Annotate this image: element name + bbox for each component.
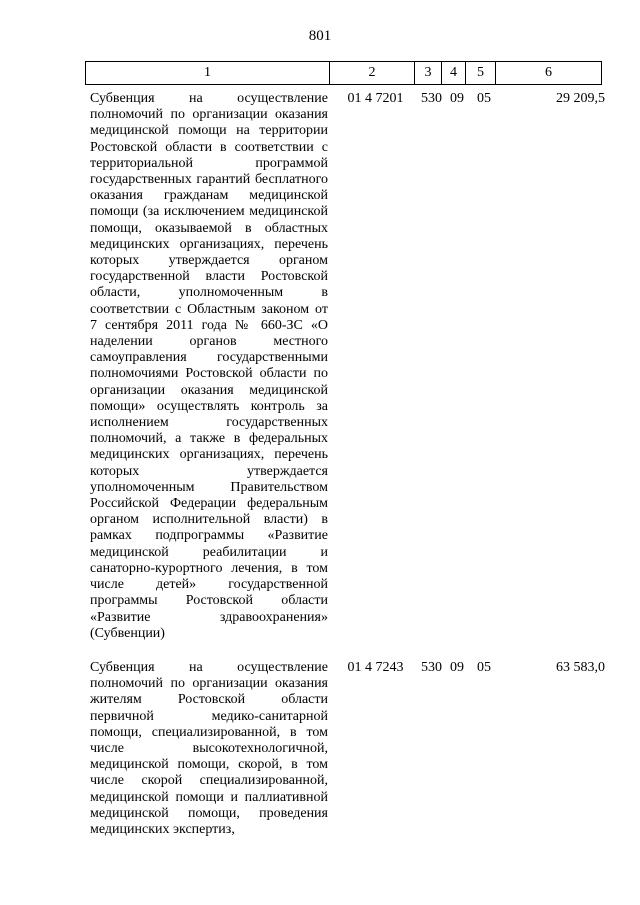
- row-column-4: 09: [450, 660, 464, 675]
- row-column-5: 05: [477, 91, 491, 106]
- column-header-1: 1: [86, 62, 330, 85]
- page-number: 801: [308, 28, 332, 44]
- column-header-row: [86, 62, 602, 85]
- row-amount: 63 583,0: [556, 660, 605, 675]
- row-code: 01 4 7243: [347, 660, 404, 675]
- column-header-4: 4: [442, 62, 466, 85]
- row-description: Субвенция на осуществление полномочий по организации оказания медицинской помощи на территории Ростовской области в соответствии с территориальной программой государственных гарантий бесплатного оказания гражданам медицинской помощи (за исключением медицинской помощи, оказываемой в областных медицинских организациях, перечень которых утверждается органом государственной власти Ростовской области, уполномоченным в соответствии с Областным законом от 7 сентября 2011 года № 660-ЗС «О наделении органов местного самоуправления государственными полномочиями Ростовской области по организации оказания медицинской помощи» осуществлять контроль за исполнением государственных полномочий, а также в федеральных медицинских организациях, перечень которых утверждается уполномоченным Правительством Российской Федерации федеральным органом исполнительной власти) в рамках подпрограммы «Развитие медицинской реабилитации и санаторно-курортного лечения, в том числе детей» государственной программы Ростовской области «Развитие здравоохранения» (Субвенции): [90, 91, 328, 641]
- row-code: 01 4 7201: [347, 91, 404, 106]
- row-description: Субвенция на осуществление полномочий по организации оказания жителям Ростовской области первичной медико-санитарной помощи, специализированной, в том числе высокотехнологичной, медицинской помощи, скорой, в том числе скорой специализированной, медицинской помощи и паллиативной медицинской помощи, проведения медицинских экспертиз,: [90, 660, 328, 838]
- column-header-3: 3: [415, 62, 442, 85]
- row-column-4: 09: [450, 91, 464, 106]
- row-column-3: 530: [421, 660, 442, 675]
- row-column-3: 530: [421, 91, 442, 106]
- row-amount: 29 209,5: [556, 91, 605, 106]
- column-header-6: 6: [496, 62, 602, 85]
- row-column-5: 05: [477, 660, 491, 675]
- column-header-5: 5: [466, 62, 496, 85]
- column-header-table: [85, 61, 602, 85]
- column-header-2: 2: [330, 62, 415, 85]
